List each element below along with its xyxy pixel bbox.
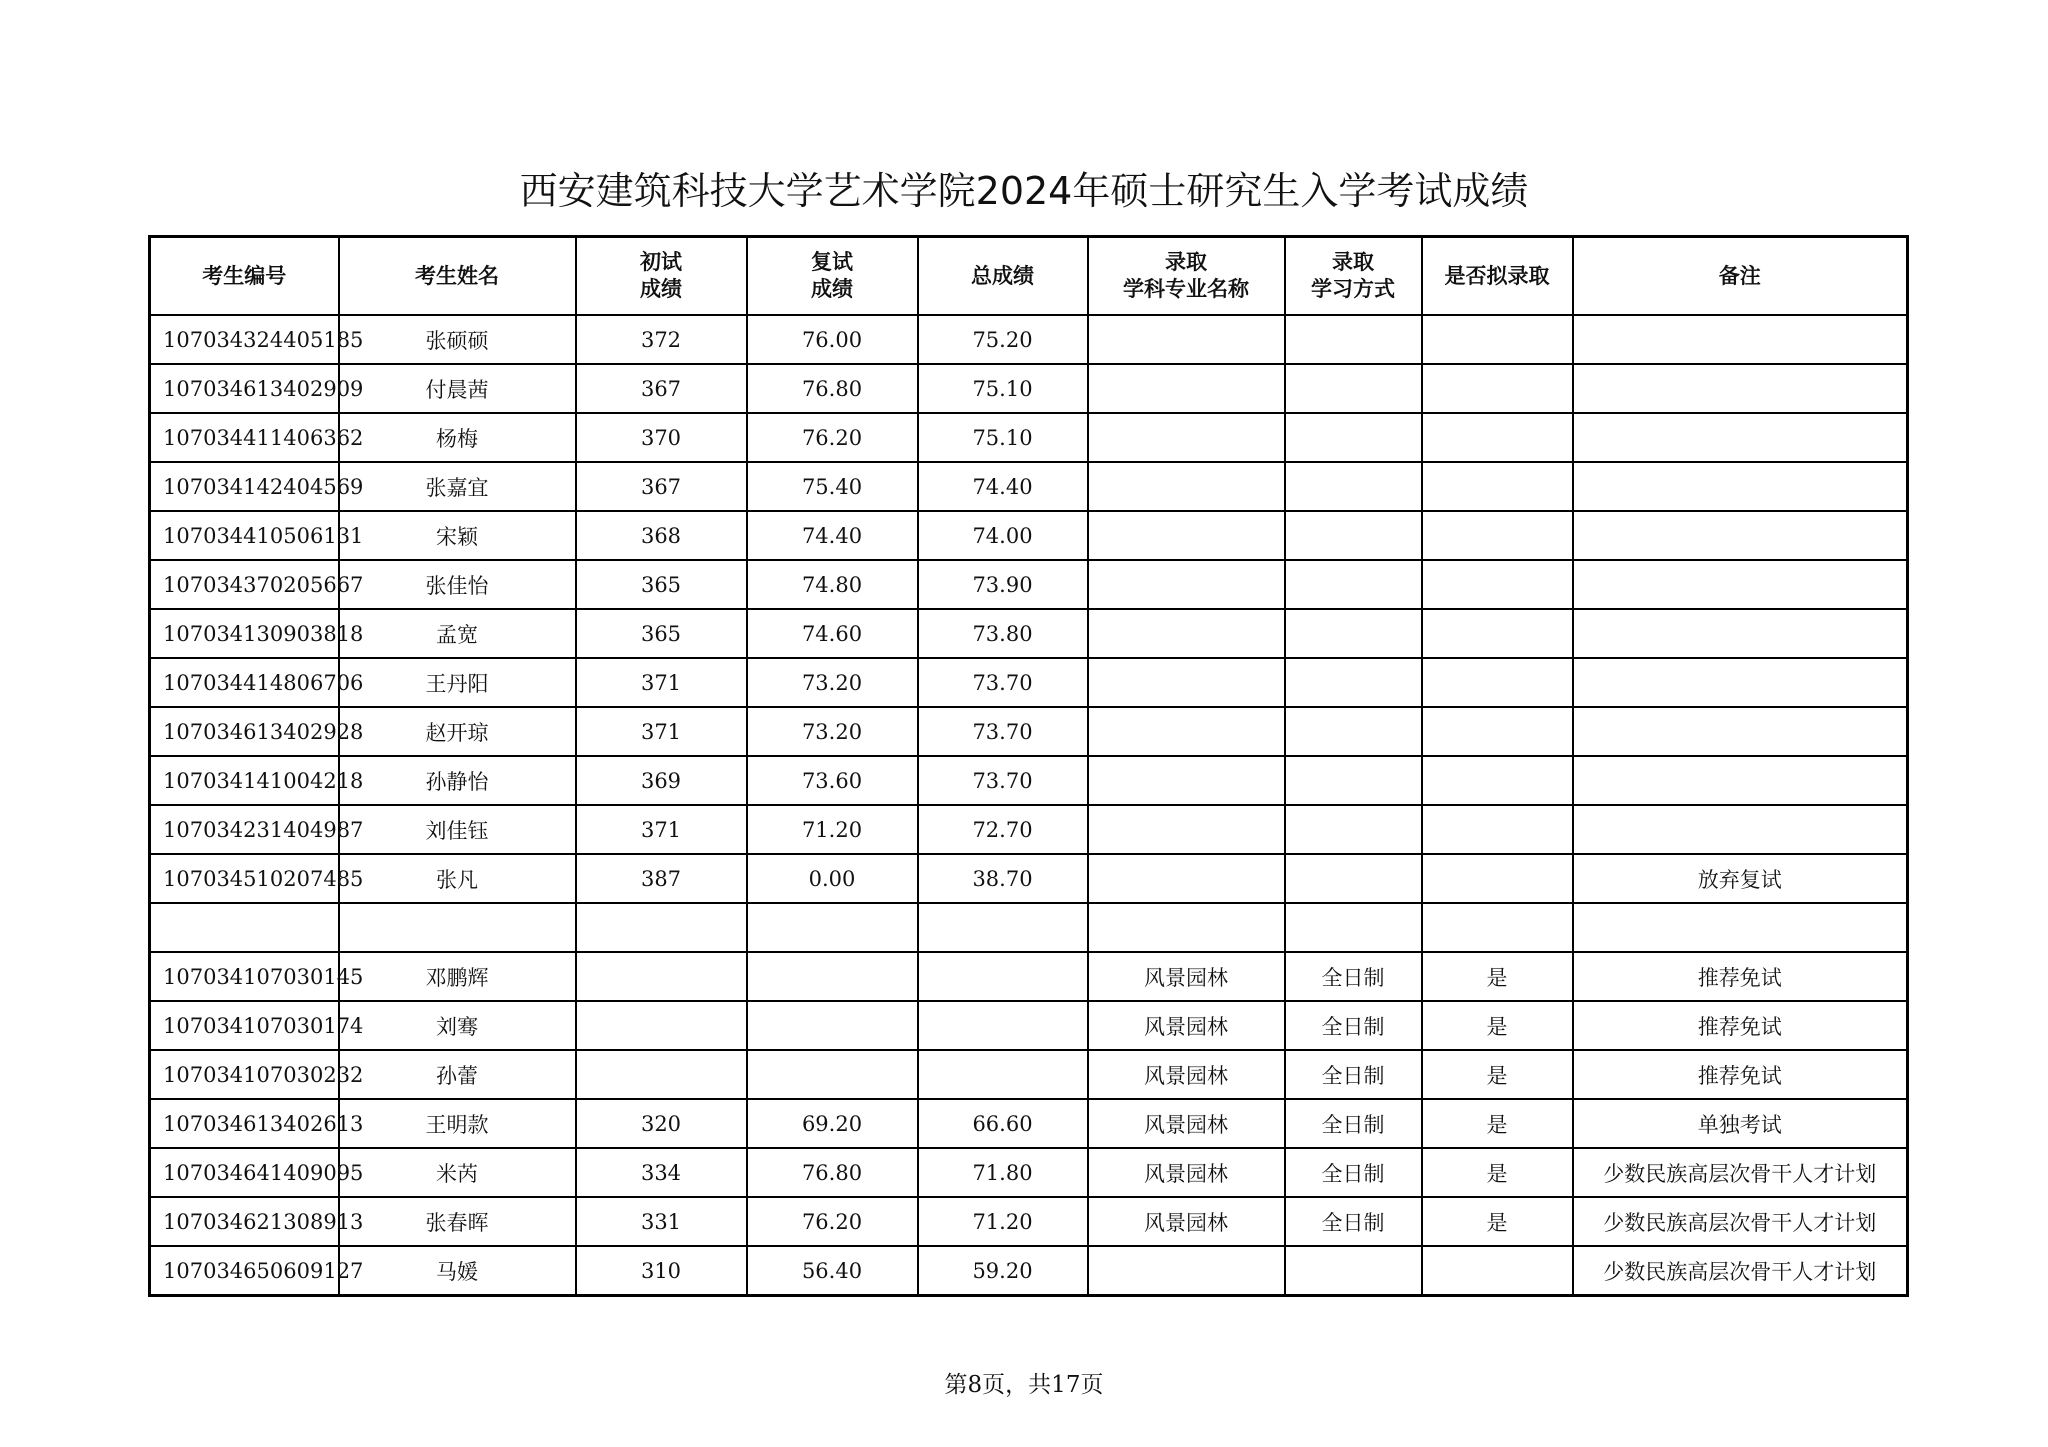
cell-remarks — [1573, 511, 1908, 560]
cell-admit-status: 是 — [1422, 1050, 1573, 1099]
cell-admit-status: 是 — [1422, 952, 1573, 1001]
cell-candidate-name: 张凡 — [339, 854, 576, 903]
cell-study-mode — [1285, 315, 1422, 364]
cell-initial-score: 365 — [576, 560, 747, 609]
cell-retest-score: 69.20 — [747, 1099, 918, 1148]
cell-admit-major — [1088, 413, 1285, 462]
table-row — [150, 707, 1908, 756]
cell-candidate-id: 107034107030232 — [150, 1050, 339, 1099]
cell-study-mode — [1285, 805, 1422, 854]
cell-candidate-name: 王丹阳 — [339, 658, 576, 707]
table-row — [150, 560, 1908, 609]
cell-initial-score: 367 — [576, 364, 747, 413]
cell-candidate-id: 107034510207485 — [150, 854, 339, 903]
cell-initial-score: 369 — [576, 756, 747, 805]
cell-total-score — [918, 903, 1088, 952]
cell-total-score: 73.70 — [918, 707, 1088, 756]
cell-study-mode — [1285, 903, 1422, 952]
cell-admit-major — [1088, 854, 1285, 903]
cell-candidate-id: 107034410506131 — [150, 511, 339, 560]
header-initial-score — [576, 237, 747, 316]
cell-admit-major: 风景园林 — [1088, 1001, 1285, 1050]
cell-admit-status — [1422, 854, 1573, 903]
header-line: 录取 — [1332, 250, 1374, 274]
cell-admit-major — [1088, 560, 1285, 609]
cell-admit-major — [1088, 1246, 1285, 1296]
cell-admit-status — [1422, 1246, 1573, 1296]
cell-initial-score: 387 — [576, 854, 747, 903]
cell-admit-major — [1088, 511, 1285, 560]
cell-admit-status — [1422, 658, 1573, 707]
cell-candidate-name: 米芮 — [339, 1148, 576, 1197]
table-body — [150, 315, 1908, 1296]
page-footer: 第8页，共17页 — [944, 1372, 1104, 1398]
cell-admit-major — [1088, 364, 1285, 413]
cell-retest-score: 73.20 — [747, 707, 918, 756]
cell-total-score: 59.20 — [918, 1246, 1088, 1296]
cell-admit-major — [1088, 315, 1285, 364]
cell-admit-status — [1422, 315, 1573, 364]
cell-initial-score: 331 — [576, 1197, 747, 1246]
cell-admit-status — [1422, 364, 1573, 413]
cell-candidate-name: 邓鹏辉 — [339, 952, 576, 1001]
table-row — [150, 658, 1908, 707]
cell-retest-score: 76.80 — [747, 1148, 918, 1197]
cell-remarks — [1573, 413, 1908, 462]
header-line: 初试 — [640, 250, 682, 274]
cell-admit-status — [1422, 903, 1573, 952]
header-line: 成绩 — [811, 277, 853, 301]
cell-initial-score — [576, 1001, 747, 1050]
cell-remarks: 推荐免试 — [1573, 1001, 1908, 1050]
cell-study-mode: 全日制 — [1285, 1148, 1422, 1197]
cell-retest-score: 73.60 — [747, 756, 918, 805]
cell-candidate-id: 107034414806706 — [150, 658, 339, 707]
cell-retest-score: 76.80 — [747, 364, 918, 413]
cell-candidate-name: 王明款 — [339, 1099, 576, 1148]
cell-total-score: 72.70 — [918, 805, 1088, 854]
table-row — [150, 1050, 1908, 1099]
cell-study-mode: 全日制 — [1285, 1197, 1422, 1246]
header-total-score — [918, 237, 1088, 316]
header-line: 考生姓名 — [415, 263, 499, 288]
header-candidate-name — [339, 237, 576, 316]
table-header — [150, 237, 1908, 316]
table-row — [150, 854, 1908, 903]
header-candidate-id — [150, 237, 339, 316]
cell-total-score: 71.20 — [918, 1197, 1088, 1246]
cell-study-mode — [1285, 1246, 1422, 1296]
header-line: 复试 — [811, 250, 853, 274]
table-row — [150, 1099, 1908, 1148]
cell-admit-major — [1088, 462, 1285, 511]
cell-remarks: 推荐免试 — [1573, 952, 1908, 1001]
cell-retest-score: 73.20 — [747, 658, 918, 707]
cell-initial-score: 370 — [576, 413, 747, 462]
cell-study-mode — [1285, 609, 1422, 658]
cell-remarks — [1573, 315, 1908, 364]
cell-initial-score: 371 — [576, 707, 747, 756]
cell-total-score — [918, 1050, 1088, 1099]
table-row — [150, 1246, 1908, 1296]
cell-total-score: 74.40 — [918, 462, 1088, 511]
table-row — [150, 609, 1908, 658]
cell-study-mode — [1285, 854, 1422, 903]
cell-candidate-name: 张硕硕 — [339, 315, 576, 364]
header-line: 成绩 — [640, 277, 682, 301]
cell-admit-status — [1422, 413, 1573, 462]
table-row — [150, 1001, 1908, 1050]
cell-remarks: 单独考试 — [1573, 1099, 1908, 1148]
cell-total-score: 73.70 — [918, 756, 1088, 805]
cell-remarks — [1573, 609, 1908, 658]
cell-admit-status — [1422, 560, 1573, 609]
cell-candidate-id: 107034142404569 — [150, 462, 339, 511]
cell-candidate-name: 张春晖 — [339, 1197, 576, 1246]
cell-study-mode — [1285, 511, 1422, 560]
cell-remarks — [1573, 658, 1908, 707]
cell-admit-status — [1422, 805, 1573, 854]
cell-admit-status: 是 — [1422, 1148, 1573, 1197]
cell-retest-score: 76.00 — [747, 315, 918, 364]
cell-candidate-id: 107034641409095 — [150, 1148, 339, 1197]
cell-candidate-name: 孟宽 — [339, 609, 576, 658]
header-admit-status — [1422, 237, 1573, 316]
cell-study-mode — [1285, 707, 1422, 756]
cell-admit-major: 风景园林 — [1088, 1197, 1285, 1246]
cell-retest-score: 71.20 — [747, 805, 918, 854]
cell-study-mode: 全日制 — [1285, 1099, 1422, 1148]
cell-retest-score: 74.60 — [747, 609, 918, 658]
cell-admit-status: 是 — [1422, 1197, 1573, 1246]
cell-admit-major — [1088, 707, 1285, 756]
cell-retest-score: 75.40 — [747, 462, 918, 511]
header-line: 考生编号 — [202, 263, 287, 288]
cell-candidate-name: 孙静怡 — [339, 756, 576, 805]
cell-remarks — [1573, 903, 1908, 952]
table-row — [150, 511, 1908, 560]
cell-total-score: 71.80 — [918, 1148, 1088, 1197]
table-row — [150, 1197, 1908, 1246]
cell-study-mode — [1285, 658, 1422, 707]
cell-admit-major: 风景园林 — [1088, 1050, 1285, 1099]
cell-candidate-id: 107034231404987 — [150, 805, 339, 854]
cell-candidate-name: 付晨茜 — [339, 364, 576, 413]
cell-candidate-id: 107034613402613 — [150, 1099, 339, 1148]
cell-candidate-id: 107034141004218 — [150, 756, 339, 805]
table-row — [150, 756, 1908, 805]
cell-initial-score: 372 — [576, 315, 747, 364]
cell-total-score: 73.90 — [918, 560, 1088, 609]
header-line: 学习方式 — [1311, 277, 1395, 301]
cell-total-score: 66.60 — [918, 1099, 1088, 1148]
cell-initial-score: 368 — [576, 511, 747, 560]
cell-retest-score: 74.40 — [747, 511, 918, 560]
cell-total-score — [918, 1001, 1088, 1050]
cell-study-mode — [1285, 560, 1422, 609]
cell-retest-score — [747, 1001, 918, 1050]
cell-candidate-name: 张佳怡 — [339, 560, 576, 609]
header-study-mode — [1285, 237, 1422, 316]
cell-retest-score — [747, 903, 918, 952]
table-row — [150, 805, 1908, 854]
cell-total-score: 75.10 — [918, 413, 1088, 462]
cell-remarks — [1573, 707, 1908, 756]
cell-initial-score: 365 — [576, 609, 747, 658]
cell-retest-score — [747, 952, 918, 1001]
cell-admit-status: 是 — [1422, 1001, 1573, 1050]
cell-candidate-name: 杨梅 — [339, 413, 576, 462]
cell-retest-score: 0.00 — [747, 854, 918, 903]
cell-candidate-id: 107034613402909 — [150, 364, 339, 413]
cell-candidate-id — [150, 903, 339, 952]
cell-study-mode: 全日制 — [1285, 1001, 1422, 1050]
cell-admit-major: 风景园林 — [1088, 1099, 1285, 1148]
cell-candidate-id: 107034411406362 — [150, 413, 339, 462]
cell-study-mode: 全日制 — [1285, 952, 1422, 1001]
cell-study-mode: 全日制 — [1285, 1050, 1422, 1099]
cell-study-mode — [1285, 756, 1422, 805]
cell-initial-score: 371 — [576, 658, 747, 707]
cell-initial-score: 367 — [576, 462, 747, 511]
cell-retest-score: 76.20 — [747, 1197, 918, 1246]
cell-remarks — [1573, 462, 1908, 511]
cell-candidate-name: 马媛 — [339, 1246, 576, 1296]
cell-initial-score — [576, 952, 747, 1001]
scores-table — [148, 235, 1909, 1297]
cell-remarks — [1573, 756, 1908, 805]
cell-candidate-name: 赵开琼 — [339, 707, 576, 756]
table-row — [150, 462, 1908, 511]
cell-study-mode — [1285, 462, 1422, 511]
cell-total-score: 38.70 — [918, 854, 1088, 903]
cell-admit-status — [1422, 707, 1573, 756]
cell-initial-score: 334 — [576, 1148, 747, 1197]
cell-remarks — [1573, 364, 1908, 413]
cell-candidate-id: 107034107030145 — [150, 952, 339, 1001]
table-row — [150, 952, 1908, 1001]
cell-retest-score: 74.80 — [747, 560, 918, 609]
cell-total-score: 75.20 — [918, 315, 1088, 364]
cell-study-mode — [1285, 364, 1422, 413]
table-row — [150, 413, 1908, 462]
cell-remarks: 少数民族高层次骨干人才计划 — [1573, 1246, 1908, 1296]
cell-remarks — [1573, 805, 1908, 854]
cell-initial-score: 320 — [576, 1099, 747, 1148]
cell-candidate-id: 107034621308913 — [150, 1197, 339, 1246]
header-row — [150, 237, 1908, 316]
cell-study-mode — [1285, 413, 1422, 462]
header-line: 录取 — [1165, 250, 1207, 274]
cell-admit-status — [1422, 756, 1573, 805]
cell-admit-major — [1088, 756, 1285, 805]
cell-total-score: 75.10 — [918, 364, 1088, 413]
cell-admit-major — [1088, 658, 1285, 707]
cell-candidate-name: 张嘉宜 — [339, 462, 576, 511]
cell-initial-score — [576, 1050, 747, 1099]
table-row — [150, 903, 1908, 952]
header-remarks — [1573, 237, 1908, 316]
cell-admit-status — [1422, 462, 1573, 511]
page-title: 西安建筑科技大学艺术学院2024年硕士研究生入学考试成绩 — [519, 169, 1529, 213]
cell-total-score — [918, 952, 1088, 1001]
cell-admit-major: 风景园林 — [1088, 952, 1285, 1001]
cell-candidate-name: 宋颖 — [339, 511, 576, 560]
header-line: 学科专业名称 — [1123, 277, 1249, 301]
cell-admit-status: 是 — [1422, 1099, 1573, 1148]
table-row — [150, 1148, 1908, 1197]
header-line: 总成绩 — [971, 263, 1034, 288]
cell-remarks: 推荐免试 — [1573, 1050, 1908, 1099]
cell-candidate-id: 107034650609127 — [150, 1246, 339, 1296]
cell-total-score: 73.80 — [918, 609, 1088, 658]
cell-candidate-id: 107034107030174 — [150, 1001, 339, 1050]
cell-remarks: 放弃复试 — [1573, 854, 1908, 903]
cell-admit-status — [1422, 609, 1573, 658]
table-row — [150, 364, 1908, 413]
cell-admit-status — [1422, 511, 1573, 560]
cell-remarks — [1573, 560, 1908, 609]
cell-retest-score: 76.20 — [747, 413, 918, 462]
cell-initial-score: 310 — [576, 1246, 747, 1296]
cell-admit-major — [1088, 609, 1285, 658]
cell-retest-score: 56.40 — [747, 1246, 918, 1296]
cell-candidate-name: 刘佳钰 — [339, 805, 576, 854]
header-line: 是否拟录取 — [1444, 263, 1550, 288]
cell-candidate-id: 107034613402928 — [150, 707, 339, 756]
header-admit-major — [1088, 237, 1285, 316]
cell-remarks: 少数民族高层次骨干人才计划 — [1573, 1148, 1908, 1197]
cell-candidate-id: 107034324405185 — [150, 315, 339, 364]
cell-candidate-name: 孙蕾 — [339, 1050, 576, 1099]
cell-candidate-name — [339, 903, 576, 952]
cell-admit-major — [1088, 903, 1285, 952]
cell-initial-score — [576, 903, 747, 952]
cell-admit-major: 风景园林 — [1088, 1148, 1285, 1197]
cell-remarks: 少数民族高层次骨干人才计划 — [1573, 1197, 1908, 1246]
cell-candidate-id: 107034370205667 — [150, 560, 339, 609]
header-retest-score — [747, 237, 918, 316]
cell-initial-score: 371 — [576, 805, 747, 854]
table-row — [150, 315, 1908, 364]
cell-candidate-name: 刘骞 — [339, 1001, 576, 1050]
cell-retest-score — [747, 1050, 918, 1099]
cell-candidate-id: 107034130903818 — [150, 609, 339, 658]
cell-total-score: 73.70 — [918, 658, 1088, 707]
cell-admit-major — [1088, 805, 1285, 854]
cell-total-score: 74.00 — [918, 511, 1088, 560]
header-line: 备注 — [1718, 263, 1761, 288]
